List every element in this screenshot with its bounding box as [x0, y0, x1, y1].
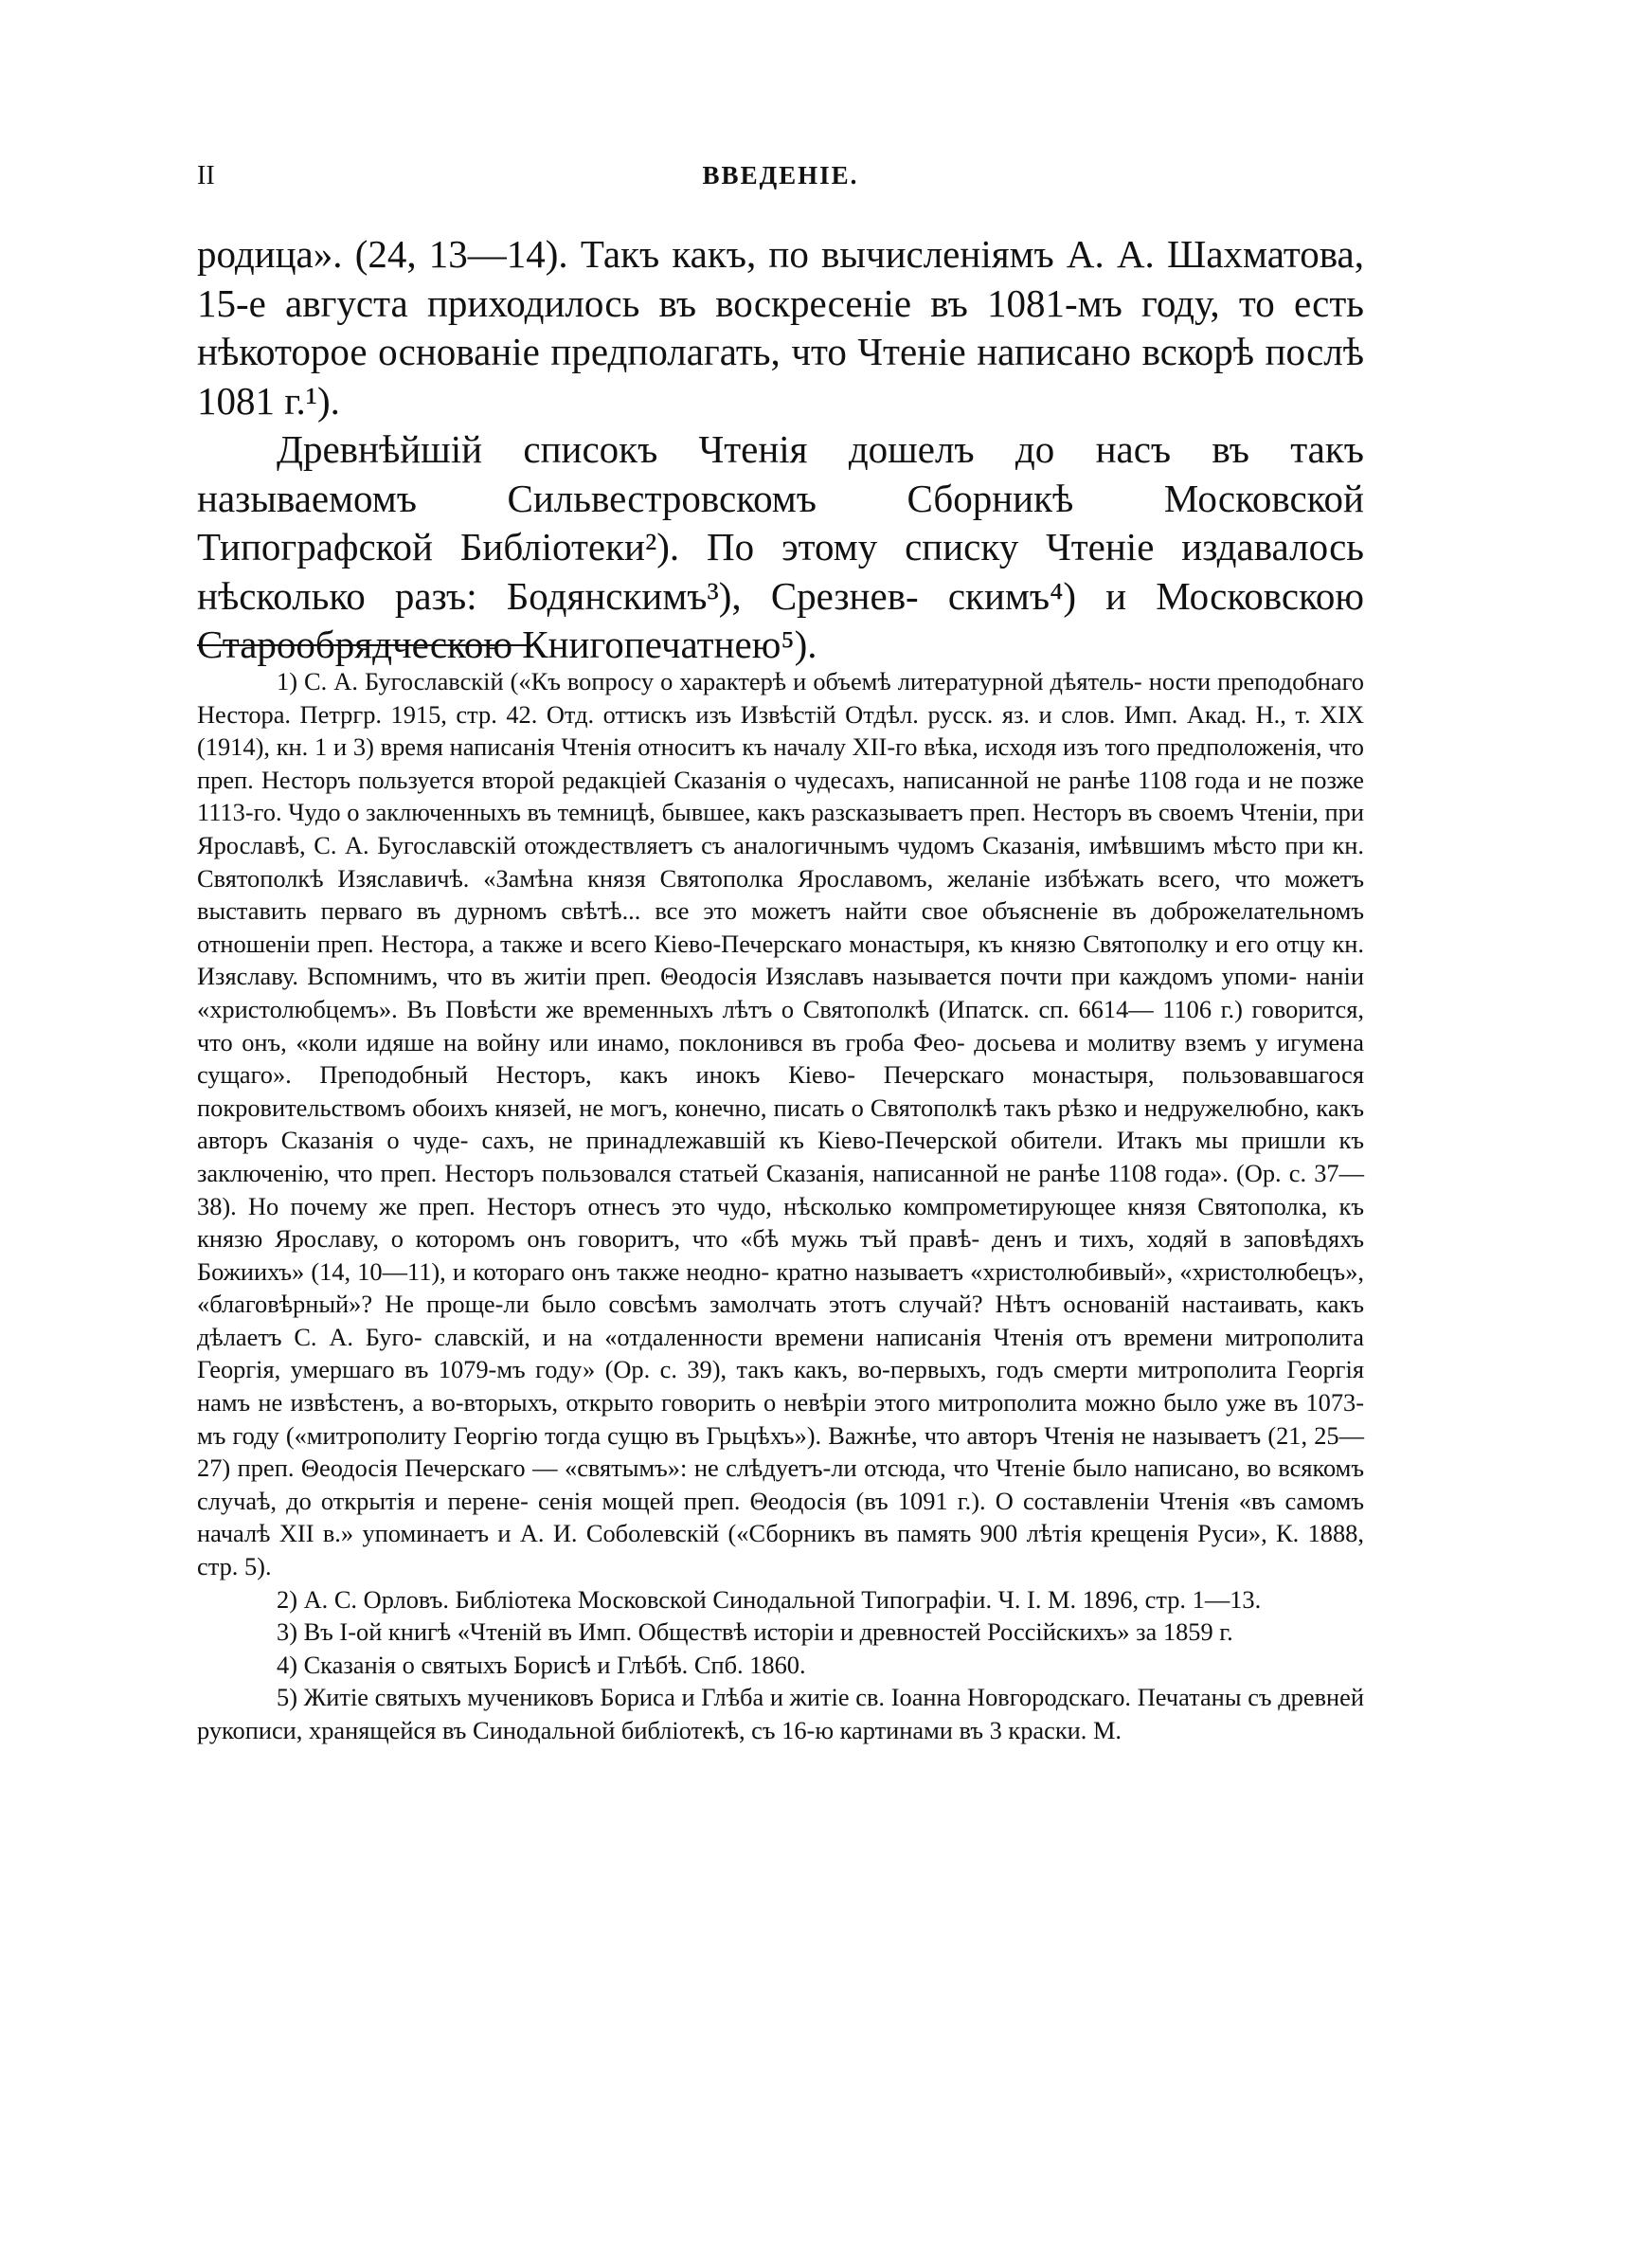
footnote-line: сахъ, не принадлежавшій къ Кіево-Печерской обители. Итакъ мы пришли къ заключенію,: [197, 1126, 1364, 1187]
footnote-line: кратно называетъ «христолюбивый», «христолюбецъ», «благовѣрный»? Не проще-ли было: [197, 1256, 1364, 1319]
footnote-line: стр. 1—13.: [1144, 1584, 1262, 1614]
text-line: родица». (24, 13—14). Такъ какъ, по вычисленіямъ А. А. Шахматова,: [197, 232, 1364, 276]
footnote-line: К. 1888, стр. 5).: [197, 1519, 1364, 1581]
footnote-line: слѣдуетъ-ли отсюда, что Чтеніе было написано, во всякомъ случаѣ, до открытія и перене-: [197, 1454, 1364, 1515]
text-line: нѣкоторое основаніе предполагать, что Чтеніе написано вскорѣ послѣ: [197, 330, 1364, 373]
footnote-line: 3) Въ I-ой книгѣ «Чтеній въ Имп. Обществѣ исторіи и древностей Россійскихъ» за: [277, 1617, 1158, 1647]
footnote-line: редакціей Сказанія о чудесахъ, написанной не ранѣе 1108 года и не позже 1113-го. Чудо: [197, 765, 1365, 827]
text-line: скимъ⁴) и Московскою Старообрядческою Книгопечатнею⁵).: [197, 573, 1365, 666]
page-number: II: [197, 161, 215, 190]
footnote-line: и всего Кіево-Печерскаго монастыря, къ князю Святополку и его отцу кн. Изяславу.: [197, 929, 1364, 991]
footnote-line: умершаго въ 1079-мъ году» (Ор. с. 39), такъ какъ, во-первыхъ, годъ смерти митрополита: [290, 1355, 1277, 1384]
main-text: [197, 230, 1364, 670]
footnote-line: совсѣмъ замолчать этотъ случай? Нѣтъ основаній настаивать, какъ дѣлаетъ С. А. Буго-: [197, 1290, 1364, 1351]
footnote-line: 4) Сказанія о святыхъ Борисѣ и Глѣбѣ. Спб. 1860.: [277, 1650, 806, 1679]
footnote-line: Печатаны съ древней рукописи, хранящейся въ Синодальной библіотекѣ, съ 16-ю картинами: [197, 1683, 1365, 1744]
footnote-line: ности преподобнаго Нестора. Петргр. 1915, стр. 42. Отд. оттискъ изъ Извѣстій Отдѣл.: [197, 667, 1364, 729]
footnote-line: досьева и молитву вземъ у игумена сущаго». Преподобный Несторъ, какъ инокъ Кіево-: [197, 1027, 1364, 1090]
footnote-line: 1) С. А. Бугославскій («Къ вопросу о характерѣ и объемѣ литературной дѣятель-: [277, 667, 1142, 695]
footnote-line: 2) А. С. Орловъ. Библіотека Московской Синодальной Типографіи. Ч. I. М. 1896,: [277, 1584, 1140, 1614]
footnote-line: въ 3 краски. М.: [959, 1716, 1122, 1744]
footnote-line: можно было уже въ 1073-мъ году («митрополиту Георгію тогда сущю въ Грьцѣхъ»). Важнѣе,: [197, 1388, 1365, 1450]
paragraph-1: [197, 230, 1364, 425]
footnote-line: русск. яз. и слов. Имп. Акад. Н., т. XIX (1914), кн. 1 и 3) время написанія Чтенія относитъ: [197, 699, 1364, 762]
footnote-line: с. 37—38). Но почему же преп. Несторъ отнесъ это чудо, нѣсколько компрометирующее: [197, 1158, 1364, 1220]
footnote-line: сенія мощей преп. Θеодосія (въ 1091 г.). О составленіи Чтенія «въ самомъ началѣ XII в.»: [197, 1486, 1364, 1548]
footnote-3: [197, 1616, 1364, 1649]
footnote-line: упоминаетъ и А. И. Соболевскій («Сборникъ въ память 900 лѣтія крещенія Руси»,: [362, 1519, 1267, 1548]
footnote-line: что авторъ Чтенія не называетъ (21, 25—27) преп. Θеодосія Печерскаго — «святымъ»: не: [197, 1420, 1365, 1483]
running-title: ВВЕДЕНІЕ.: [702, 161, 859, 190]
footnote-line: Вспомнимъ, что въ житіи преп. Θеодосія Изяславъ называется почти при каждомъ упоми-: [307, 962, 1298, 991]
footnote-line: о заключенныхъ въ темницѣ, бывшее, какъ разсказываетъ преп. Несторъ въ своемъ Чтеніи,: [347, 798, 1319, 827]
footnote-line: при Ярославѣ, С. А. Бугославскій отождествляетъ съ аналогичнымъ чудомъ Сказанія,: [197, 798, 1364, 859]
text-line: Сильвестровскомъ Сборникѣ Московской Типографской Библіотеки²). По: [197, 476, 1364, 569]
footnote-line: имѣвшимъ мѣсто при кн. Святополкѣ Изяславичѣ. «Замѣна князя Святополка Ярославомъ,: [197, 830, 1364, 893]
footnote-line: 5) Житіе святыхъ мучениковъ Бориса и Глѣба и житіе св. Іоанна Новгородскаго.: [277, 1683, 1131, 1712]
text-line: 15-е августа приходилось въ воскресеніе въ 1081-мъ году, то есть: [197, 280, 1364, 325]
footnote-line: 1859 г.: [1162, 1617, 1233, 1647]
footnote-2: [197, 1583, 1364, 1616]
footnote-5: [197, 1681, 1364, 1746]
footnote-1: [197, 665, 1364, 1583]
paragraph-2: [197, 425, 1364, 670]
footnote-line: денъ и тихъ, ходяй в заповѣдяхъ Божиихъ» (14, 10—11), и котораго онъ также неодно-: [197, 1224, 1364, 1286]
footnote-line: что преп. Несторъ пользовался статьей Сказанія, написанной не ранѣе 1108 года». (Ор.: [336, 1158, 1282, 1187]
footnote-line: можетъ найти свое объясненіе въ доброжелательномъ отношеніи преп. Нестора, а также: [197, 896, 1364, 958]
page-header: [197, 161, 1364, 199]
footnote-line: славскій, и на «отдаленности времени написанія Чтенія отъ времени митрополита Георгія,: [197, 1322, 1364, 1384]
text-line: 1081 г.¹).: [197, 378, 340, 423]
footnote-line: князя Святополка, къ князю Ярославу, о которомъ онъ говоритъ, что «бѣ мужь тъй правѣ-: [197, 1191, 1364, 1254]
footnote-line: Печерскаго монастыря, пользовавшагося покровительствомъ обоихъ князей, не могъ,: [197, 1060, 1364, 1122]
footnote-line: конечно, писать о Святополкѣ такъ рѣзко и недружелюбно, какъ авторъ Сказанія о чуде-: [197, 1092, 1364, 1155]
footnote-4: [197, 1649, 1364, 1682]
footnote-line: желаніе избѣжать всего, что можетъ выставить перваго въ дурномъ свѣтѣ... все это: [197, 863, 1364, 926]
text-line: Древнѣйшій списокъ Чтенія дошелъ до насъ въ такъ называемомъ: [197, 427, 1364, 520]
footnote-line: 1106 г.) говорится, что онъ, «коли идяше на войну или инамо, поклонився въ гроба Фео-: [197, 994, 1364, 1056]
footnotes: [197, 665, 1364, 1747]
footnote-line: наніи «христолюбцемъ». Въ Повѣсти же временныхъ лѣтъ о Святополкѣ (Ипатск. сп. 6614—: [197, 962, 1364, 1023]
footnote-line: къ началу XII-го вѣка, исходя изъ того предположенія, что преп. Несторъ пользуется второй: [197, 732, 1364, 794]
footnote-divider: [197, 644, 533, 646]
footnote-line: Георгія намъ не извѣстенъ, а во-вторыхъ, открыто говорить о невѣріи этого митрополита: [197, 1355, 1364, 1417]
text-line: этому списку Чтеніе издавалось нѣсколько разъ: Бодянскимъ³), Срезнев-: [197, 525, 1364, 618]
